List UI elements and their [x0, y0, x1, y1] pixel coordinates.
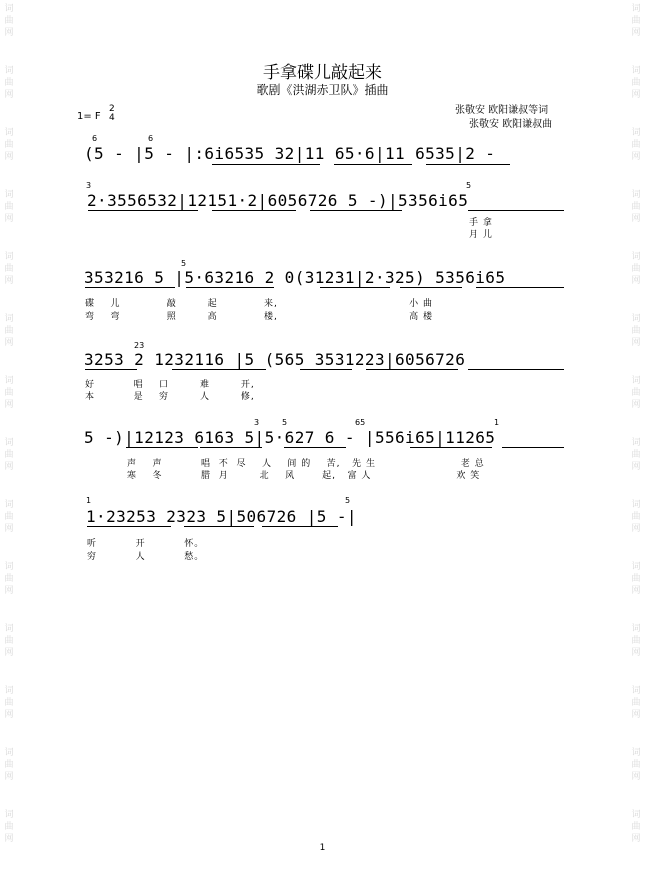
watermark-char: 曲	[4, 574, 14, 584]
watermark-char: 网	[4, 710, 14, 720]
watermark-char: 词	[4, 190, 14, 200]
watermark-char: 曲	[4, 140, 14, 150]
watermark-char: 曲	[631, 636, 641, 646]
page-number: 1	[319, 843, 326, 853]
key-signature: 1= F	[77, 111, 101, 122]
lyric-line-6a: 听 开 怀。	[87, 539, 205, 549]
song-title: 手拿碟儿敲起来	[263, 63, 382, 83]
watermark-char: 曲	[631, 140, 641, 150]
watermark-char: 网	[631, 772, 641, 782]
beam-line	[186, 287, 274, 288]
watermark-char: 词	[631, 686, 641, 696]
watermark-char: 曲	[4, 450, 14, 460]
time-signature	[109, 105, 115, 123]
grace-note: 3	[86, 181, 92, 190]
lyric-line-5a: 声 声 唱 不 尽 人 间 的 苦, 先 生 老 总	[127, 459, 485, 469]
watermark-char: 网	[4, 648, 14, 658]
watermark-char: 网	[631, 90, 641, 100]
watermark-char: 词	[4, 314, 14, 324]
notation-line-5: 5 -)|12123 6163 5|5·627 6 - |556i65|11265	[84, 428, 496, 447]
watermark-char: 网	[631, 152, 641, 162]
watermark-char: 网	[631, 400, 641, 410]
watermark-char: 网	[631, 338, 641, 348]
grace-note: 23	[134, 341, 145, 350]
watermark-char: 词	[631, 66, 641, 76]
watermark-char: 网	[4, 90, 14, 100]
beam-line	[212, 210, 296, 211]
meter-top: 2	[109, 104, 115, 114]
watermark-char: 曲	[4, 264, 14, 274]
watermark-char: 曲	[4, 78, 14, 88]
lyric-line-3a: 碟 儿 敲 起 来, 小 曲	[85, 299, 433, 309]
watermark-char: 曲	[631, 264, 641, 274]
grace-note: 6	[92, 134, 98, 143]
lyricist-credit: 张敬安 欧阳谦叔等词	[455, 105, 549, 116]
grace-note: 5	[466, 181, 472, 190]
grace-note: 65	[355, 418, 366, 427]
lyric-line-4a: 好 唱 口 难 开,	[85, 380, 255, 390]
watermark-char: 曲	[631, 78, 641, 88]
notation-line-1: (5 - |5 - |:6i6535 32|11 65·6|11 6535|2 -	[84, 144, 496, 163]
watermark-char: 词	[631, 376, 641, 386]
notation-line-4: 3253 2 1232116 |5 (565 3531223|6056726	[84, 350, 466, 369]
composer-credit: 张敬安 欧阳谦叔曲	[469, 119, 553, 130]
watermark-char: 网	[4, 28, 14, 38]
beam-line	[85, 287, 175, 288]
watermark-char: 曲	[4, 760, 14, 770]
beam-line	[426, 164, 510, 165]
watermark-char: 网	[631, 648, 641, 658]
watermark-char: 网	[4, 462, 14, 472]
watermark-char: 曲	[4, 636, 14, 646]
watermark-char: 曲	[4, 822, 14, 832]
watermark-char: 曲	[631, 698, 641, 708]
watermark-char: 词	[4, 810, 14, 820]
watermark-char: 曲	[631, 326, 641, 336]
beam-line	[126, 447, 198, 448]
beam-line	[284, 447, 346, 448]
watermark-char: 网	[4, 338, 14, 348]
watermark-char: 词	[4, 438, 14, 448]
watermark-char: 词	[4, 376, 14, 386]
beam-line	[300, 369, 352, 370]
watermark-char: 词	[4, 500, 14, 510]
watermark-char: 词	[4, 128, 14, 138]
beam-line	[85, 369, 137, 370]
beam-line	[184, 526, 254, 527]
watermark-char: 网	[4, 772, 14, 782]
beam-line	[468, 210, 564, 211]
watermark-char: 词	[631, 190, 641, 200]
watermark-char: 曲	[4, 326, 14, 336]
watermark-char: 网	[631, 586, 641, 596]
watermark-char: 词	[4, 748, 14, 758]
beam-line	[366, 369, 458, 370]
grace-note: 6	[148, 134, 154, 143]
watermark-char: 词	[4, 562, 14, 572]
beam-line	[320, 287, 390, 288]
watermark-char: 词	[631, 810, 641, 820]
notation-line-3: 353216 5 |5·63216 2 0(31231|2·325) 5356i65	[84, 268, 506, 287]
watermark-char: 曲	[631, 450, 641, 460]
beam-line	[468, 369, 564, 370]
watermark-char: 网	[631, 710, 641, 720]
left-watermark-strip	[2, 0, 16, 891]
beam-line	[87, 526, 171, 527]
beam-line	[334, 164, 412, 165]
watermark-char: 曲	[4, 16, 14, 26]
lyric-line-4b: 本 是 穷 人 修,	[85, 392, 255, 402]
watermark-char: 词	[631, 624, 641, 634]
watermark-char: 网	[4, 276, 14, 286]
watermark-char: 词	[4, 686, 14, 696]
watermark-char: 曲	[4, 202, 14, 212]
lyric-line-5b: 寒 冬 腊 月 北 风 起, 富 人 欢 笑	[127, 471, 481, 481]
watermark-char: 网	[631, 462, 641, 472]
watermark-char: 曲	[631, 574, 641, 584]
watermark-char: 词	[631, 500, 641, 510]
grace-note: 5	[345, 496, 351, 505]
watermark-char: 网	[4, 214, 14, 224]
watermark-char: 网	[631, 28, 641, 38]
grace-note: 1	[494, 418, 500, 427]
grace-note: 3	[254, 418, 260, 427]
watermark-char: 网	[4, 400, 14, 410]
beam-line	[502, 447, 564, 448]
watermark-char: 词	[631, 438, 641, 448]
beam-line	[400, 287, 462, 288]
watermark-char: 词	[4, 624, 14, 634]
watermark-char: 词	[4, 4, 14, 14]
lyric-line-6b: 穷 人 愁。	[87, 552, 205, 562]
lyric-line-2a: 手 拿	[469, 218, 493, 228]
watermark-char: 词	[4, 66, 14, 76]
beam-line	[88, 210, 198, 211]
song-subtitle: 歌剧《洪湖赤卫队》插曲	[256, 83, 389, 97]
watermark-char: 词	[631, 252, 641, 262]
notation-line-6: 1·23253 2323 5|506726 |5 -|	[86, 507, 357, 526]
watermark-char: 曲	[631, 512, 641, 522]
watermark-char: 网	[631, 834, 641, 844]
watermark-char: 词	[631, 748, 641, 758]
watermark-char: 网	[631, 214, 641, 224]
watermark-char: 曲	[4, 698, 14, 708]
beam-line	[476, 287, 564, 288]
beam-line	[310, 210, 402, 211]
lyric-line-3b: 弯 弯 照 高 楼, 高 楼	[85, 312, 433, 322]
watermark-char: 曲	[631, 202, 641, 212]
watermark-char: 曲	[4, 512, 14, 522]
lyric-line-2b: 月 儿	[469, 230, 493, 240]
watermark-char: 曲	[631, 760, 641, 770]
watermark-char: 曲	[4, 388, 14, 398]
beam-line	[262, 526, 338, 527]
watermark-char: 网	[631, 524, 641, 534]
grace-note: 5	[181, 259, 187, 268]
beam-line	[172, 369, 266, 370]
grace-note: 1	[86, 496, 92, 505]
watermark-char: 词	[631, 4, 641, 14]
beam-line	[200, 447, 262, 448]
watermark-char: 词	[631, 128, 641, 138]
beam-line	[212, 164, 320, 165]
watermark-char: 词	[631, 562, 641, 572]
grace-note: 5	[282, 418, 288, 427]
watermark-char: 网	[4, 834, 14, 844]
watermark-char: 曲	[631, 822, 641, 832]
beam-line	[410, 447, 492, 448]
watermark-char: 网	[4, 524, 14, 534]
watermark-char: 网	[4, 586, 14, 596]
watermark-char: 曲	[631, 388, 641, 398]
meter-bottom: 4	[109, 113, 115, 123]
watermark-char: 网	[631, 276, 641, 286]
watermark-char: 词	[631, 314, 641, 324]
watermark-char: 网	[4, 152, 14, 162]
watermark-char: 词	[4, 252, 14, 262]
watermark-char: 曲	[631, 16, 641, 26]
right-watermark-strip	[629, 0, 643, 891]
notation-line-2: 2·3556532|12151·2|6056726 5 -)|5356i65	[87, 191, 469, 210]
